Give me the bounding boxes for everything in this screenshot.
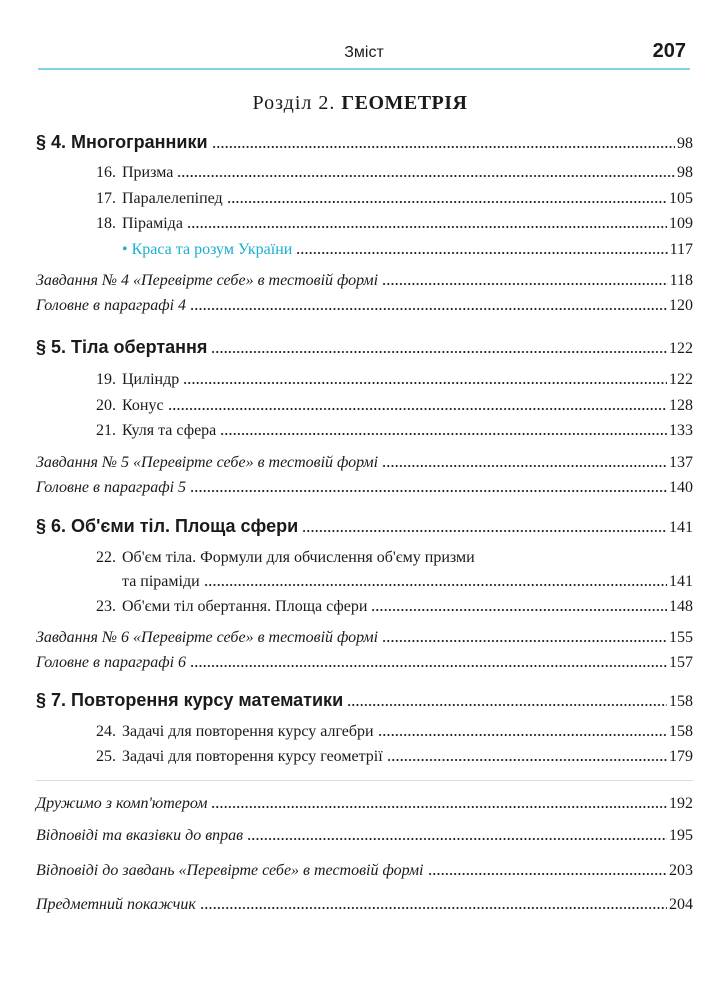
toc-chapter-title: § 7. Повторення курсу математики bbox=[36, 690, 344, 710]
leader-dots bbox=[200, 905, 667, 911]
leader-dots bbox=[382, 638, 667, 644]
toc-item-number: 19. bbox=[96, 371, 116, 388]
toc-page: 195 bbox=[669, 827, 693, 844]
toc-summary-6[interactable] bbox=[36, 653, 693, 673]
toc-end-index[interactable] bbox=[36, 895, 693, 915]
toc-item-title: Паралелепіпед bbox=[122, 190, 223, 207]
leader-dots bbox=[190, 306, 667, 312]
toc-item-24[interactable] bbox=[90, 722, 693, 742]
toc-item-25[interactable] bbox=[90, 747, 693, 767]
leader-dots bbox=[187, 224, 667, 230]
divider bbox=[36, 780, 693, 781]
toc-item-number: 20. bbox=[96, 397, 116, 414]
header-rule bbox=[38, 68, 690, 70]
leader-dots bbox=[247, 836, 667, 842]
toc-item-title: Задачі для повторення курсу алгебри bbox=[122, 723, 374, 740]
toc-subitem-title: Краса та розум України bbox=[131, 241, 293, 258]
section-heading bbox=[0, 92, 720, 115]
leader-dots bbox=[296, 250, 667, 256]
toc-summary-title: Головне в параграфі 6 bbox=[36, 654, 187, 671]
leader-dots bbox=[347, 702, 667, 708]
leader-dots bbox=[204, 582, 667, 588]
toc-page: 120 bbox=[669, 297, 693, 314]
toc-page: 141 bbox=[669, 519, 693, 536]
section-prefix: Розділ 2. bbox=[252, 92, 336, 114]
toc-item-number: 23. bbox=[96, 598, 116, 615]
leader-dots bbox=[227, 199, 667, 205]
leader-dots bbox=[211, 349, 667, 355]
toc-page: 155 bbox=[669, 629, 693, 646]
toc-item-title: Циліндр bbox=[122, 371, 180, 388]
toc-page: 122 bbox=[669, 340, 693, 357]
toc-page: 204 bbox=[669, 896, 693, 913]
page-header bbox=[38, 36, 690, 70]
toc-item-22-line1[interactable] bbox=[90, 548, 475, 568]
toc-page: 179 bbox=[669, 748, 693, 765]
toc-item-title: Призма bbox=[122, 164, 174, 181]
toc-summary-title: Головне в параграфі 4 bbox=[36, 297, 187, 314]
leader-dots bbox=[382, 281, 668, 287]
toc-page: 141 bbox=[669, 573, 693, 590]
toc-item-23[interactable] bbox=[90, 597, 693, 617]
toc-end-title: Дружимо з комп'ютером bbox=[36, 795, 208, 812]
toc-page: 122 bbox=[669, 371, 693, 388]
toc-page: 140 bbox=[669, 479, 693, 496]
toc-page: 148 bbox=[669, 598, 693, 615]
toc-page: 137 bbox=[669, 454, 693, 471]
toc-summary-4[interactable] bbox=[36, 296, 693, 316]
toc-summary-title: Головне в параграфі 5 bbox=[36, 479, 187, 496]
toc-page: 117 bbox=[669, 241, 693, 258]
leader-dots bbox=[378, 732, 667, 738]
toc-test-4[interactable] bbox=[36, 271, 693, 291]
bullet-icon: • bbox=[122, 241, 128, 258]
toc-page: 128 bbox=[669, 397, 693, 414]
toc-chapter-title: § 6. Об'єми тіл. Площа сфери bbox=[36, 516, 299, 536]
toc-page: 118 bbox=[669, 272, 693, 289]
toc-item-title: Задачі для повторення курсу геометрії bbox=[122, 748, 383, 765]
toc-item-number: 21. bbox=[96, 422, 116, 439]
toc-page: 98 bbox=[677, 164, 693, 181]
toc-item-number: 18. bbox=[96, 215, 116, 232]
toc-item-number: 24. bbox=[96, 723, 116, 740]
toc-item-title: Куля та сфера bbox=[122, 422, 217, 439]
leader-dots bbox=[382, 463, 667, 469]
toc-item-16[interactable] bbox=[90, 163, 693, 183]
toc-item-title: Об'єм тіла. Формули для обчислення об'єму призми bbox=[122, 549, 475, 566]
toc-item-17[interactable] bbox=[90, 189, 693, 209]
toc-item-title: Об'єми тіл обертання. Площа сфери bbox=[122, 598, 368, 615]
toc-item-number: 17. bbox=[96, 190, 116, 207]
toc-end-answers[interactable] bbox=[36, 826, 693, 846]
toc-item-number: 16. bbox=[96, 164, 116, 181]
toc-page: 158 bbox=[669, 693, 693, 710]
running-title: Зміст bbox=[344, 44, 384, 61]
toc-end-test-answers[interactable] bbox=[36, 861, 693, 881]
leader-dots bbox=[302, 528, 667, 534]
toc-page: 192 bbox=[669, 795, 693, 812]
toc-end-title: Предметний покажчик bbox=[36, 896, 196, 913]
leader-dots bbox=[428, 871, 668, 877]
leader-dots bbox=[220, 431, 667, 437]
toc-item-title-cont: та піраміди bbox=[122, 573, 200, 590]
toc-chapter-title: § 4. Многогранники bbox=[36, 132, 208, 152]
toc-page: 109 bbox=[669, 215, 693, 232]
toc-item-title: Конус bbox=[122, 397, 164, 414]
toc-summary-5[interactable] bbox=[36, 478, 693, 498]
leader-dots bbox=[371, 607, 667, 613]
page-number: 207 bbox=[652, 40, 686, 62]
toc-chapter-6[interactable] bbox=[36, 516, 693, 538]
section-title: ГЕОМЕТРІЯ bbox=[341, 92, 468, 114]
toc-end-title: Відповіді та вказівки до вправ bbox=[36, 827, 244, 844]
toc-item-number: 25. bbox=[96, 748, 116, 765]
toc-test-6[interactable] bbox=[36, 628, 693, 648]
toc-page: 157 bbox=[669, 654, 693, 671]
toc-item-18[interactable] bbox=[90, 214, 693, 234]
toc-item-21[interactable] bbox=[90, 421, 693, 441]
leader-dots bbox=[190, 663, 667, 669]
toc-test-5[interactable] bbox=[36, 453, 693, 473]
toc-chapter-5[interactable] bbox=[36, 337, 693, 359]
toc-end-computer[interactable] bbox=[36, 794, 693, 814]
toc-item-19[interactable] bbox=[90, 370, 693, 390]
leader-dots bbox=[183, 380, 667, 386]
toc-test-title: Завдання № 5 «Перевірте себе» в тестовій формі bbox=[36, 454, 379, 471]
leader-dots bbox=[387, 757, 667, 763]
toc-item-22-line2[interactable] bbox=[122, 572, 693, 592]
toc-page: 105 bbox=[669, 190, 693, 207]
toc-test-title: Завдання № 4 «Перевірте себе» в тестовій формі bbox=[36, 272, 379, 289]
toc-end-title: Відповіді до завдань «Перевірте себе» в тестовій формі bbox=[36, 862, 424, 879]
toc-chapter-4[interactable] bbox=[36, 132, 693, 154]
toc-page: 133 bbox=[669, 422, 693, 439]
leader-dots bbox=[177, 173, 675, 179]
leader-dots bbox=[190, 488, 667, 494]
toc-page: 158 bbox=[669, 723, 693, 740]
toc-item-20[interactable] bbox=[90, 396, 693, 416]
leader-dots bbox=[211, 804, 667, 810]
toc-chapter-title: § 5. Тіла обертання bbox=[36, 337, 208, 357]
toc-item-title: Піраміда bbox=[122, 215, 183, 232]
leader-dots bbox=[212, 144, 675, 150]
toc-test-title: Завдання № 6 «Перевірте себе» в тестовій формі bbox=[36, 629, 379, 646]
leader-dots bbox=[168, 406, 667, 412]
toc-page: 98 bbox=[677, 135, 693, 152]
toc-page: 203 bbox=[669, 862, 693, 879]
toc-item-number: 22. bbox=[96, 549, 116, 566]
toc-subitem-krasa[interactable] bbox=[122, 240, 693, 260]
toc-chapter-7[interactable] bbox=[36, 690, 693, 712]
